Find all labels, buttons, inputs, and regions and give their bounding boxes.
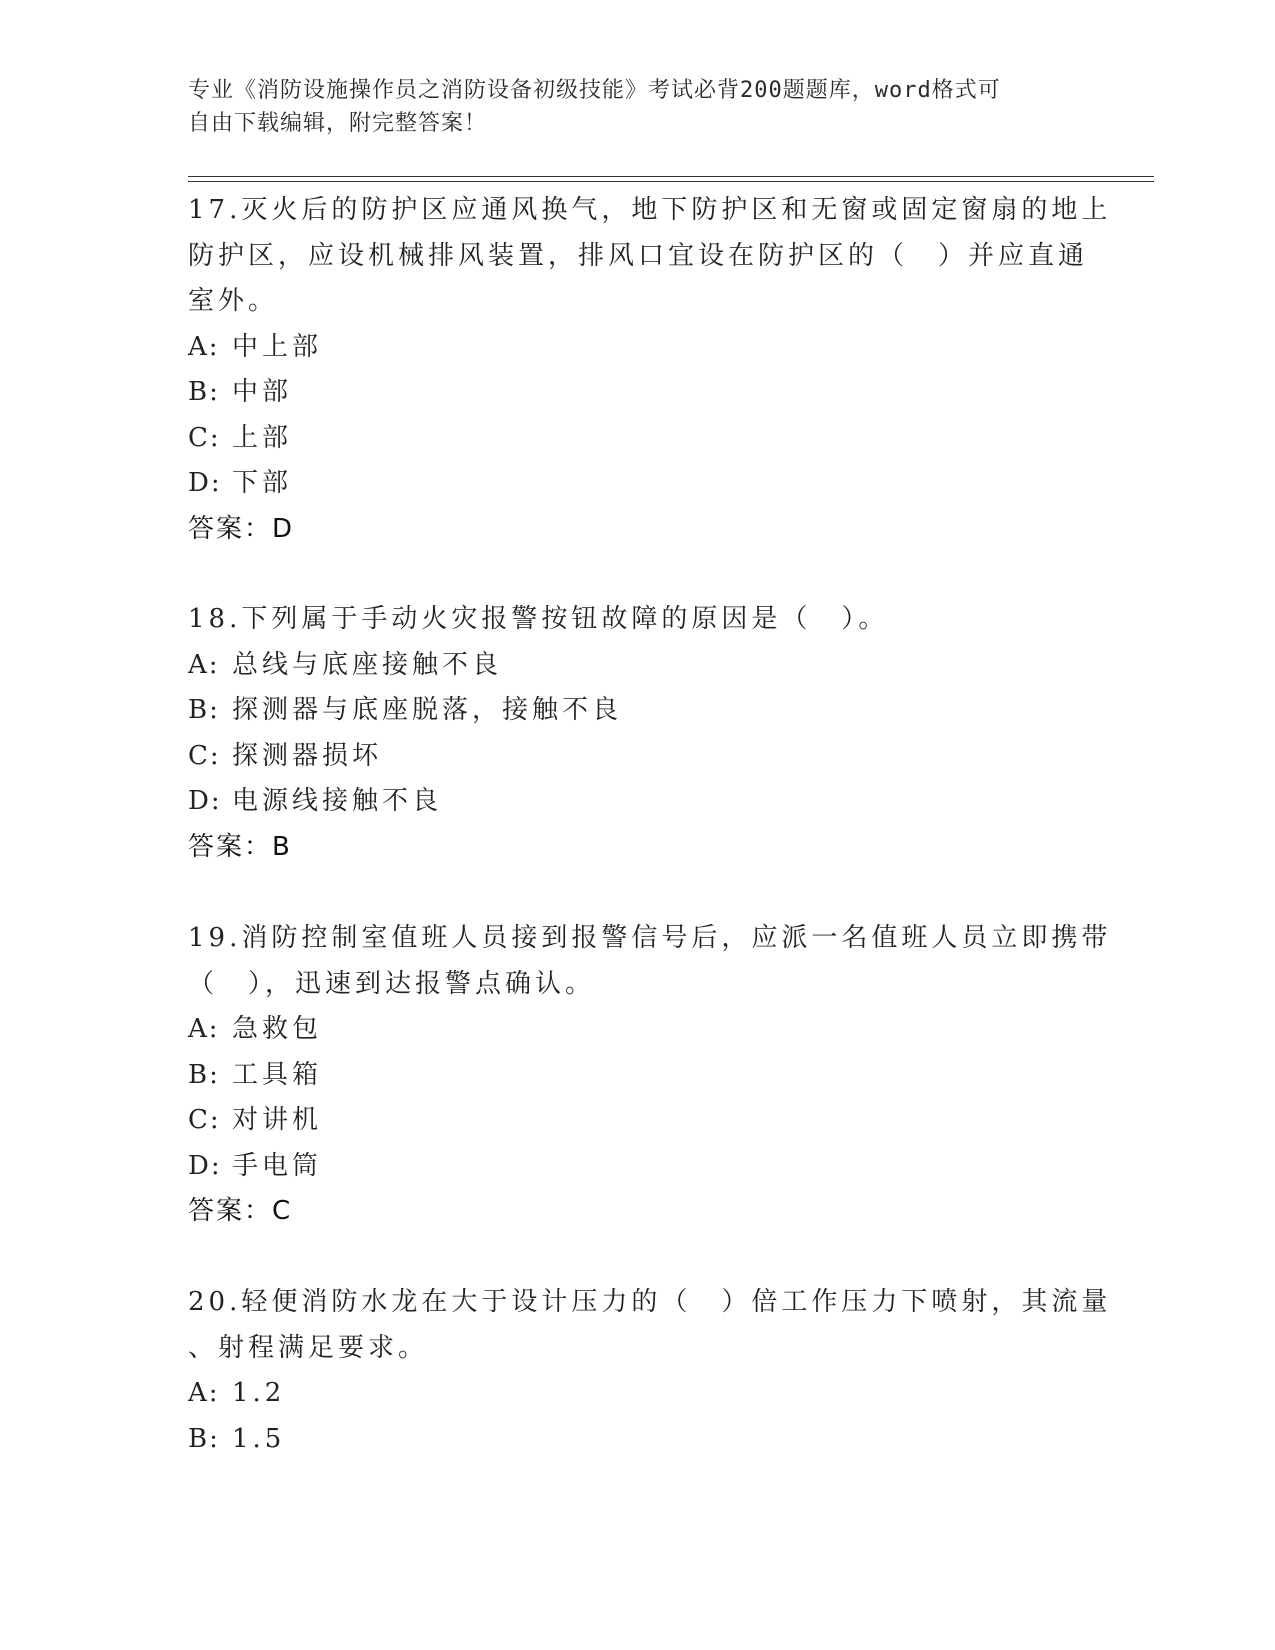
option-c [188, 734, 1088, 780]
option-a [188, 1007, 1088, 1053]
question-line: 室外。 [188, 286, 279, 316]
question-20 [188, 1280, 1112, 1462]
option-text: 电源线接触不良 [232, 786, 443, 816]
option-key: D: [188, 468, 222, 498]
option-key: D: [188, 786, 222, 816]
question-line: （ ），迅速到达报警点确认。 [188, 968, 596, 999]
option-text: 工具箱 [232, 1059, 323, 1090]
document-header [188, 74, 1088, 140]
option-text: 1.5 [232, 1423, 286, 1454]
option-text: 中部 [232, 377, 293, 407]
question-text [188, 916, 1112, 1007]
option-a [188, 1371, 1088, 1417]
option-key: C: [188, 740, 221, 771]
option-text: 下部 [232, 468, 293, 498]
option-b [188, 1053, 1088, 1099]
option-key: B: [188, 377, 220, 407]
question-line: 19.消防控制室值班人员接到报警信号后，应派一名值班人员立即携带 [188, 923, 1112, 953]
option-key: C: [188, 1105, 221, 1135]
question-19 [188, 916, 1112, 1235]
header-line-1: 专业《消防设施操作员之消防设备初级技能》考试必背200题题库，word格式可 [188, 78, 1001, 103]
answer-label: 答案：C [188, 1196, 293, 1226]
header-line-2: 自由下载编辑，附完整答案！ [188, 111, 488, 136]
question-line: 18.下列属于手动火灾报警按钮故障的原因是（ ）。 [188, 604, 889, 634]
option-b [188, 1417, 1088, 1463]
question-line: 、射程满足要求。 [188, 1332, 429, 1363]
answer-label: 答案：D [188, 513, 295, 544]
question-text [188, 188, 1112, 325]
option-key: B: [188, 695, 220, 725]
answer-label: 答案：B [188, 831, 292, 862]
option-c [188, 1098, 1088, 1144]
option-key: B: [188, 1059, 220, 1090]
option-key: A: [188, 1014, 220, 1044]
question-line: 17.灭火后的防护区应通风换气，地下防护区和无窗或固定窗扇的地上 [188, 195, 1112, 225]
option-key: C: [188, 422, 221, 453]
option-key: D: [188, 1150, 222, 1181]
header-divider-top [188, 176, 1154, 177]
option-key: A: [188, 331, 220, 362]
question-line: 防护区，应设机械排风装置，排风口宜设在防护区的（ ）并应直通 [188, 240, 1089, 271]
question-line: 20.轻便消防水龙在大于设计压力的（ ）倍工作压力下喷射，其流量 [188, 1287, 1112, 1317]
option-b [188, 370, 1088, 416]
option-text: 中上部 [232, 331, 323, 362]
option-key: B: [188, 1423, 220, 1454]
option-d [188, 779, 1088, 825]
header-divider-bottom [188, 181, 1154, 182]
option-text: 总线与底座接触不良 [232, 649, 503, 680]
option-key: A: [188, 1378, 220, 1408]
option-key: A: [188, 649, 220, 680]
option-text: 对讲机 [232, 1105, 323, 1135]
option-a [188, 325, 1088, 371]
option-text: 1.2 [232, 1378, 286, 1408]
question-17 [188, 188, 1112, 552]
question-text [188, 1280, 1112, 1371]
option-text: 手电筒 [232, 1150, 323, 1181]
question-18 [188, 597, 1088, 870]
option-a [188, 643, 1088, 689]
option-text: 探测器与底座脱落，接触不良 [232, 695, 623, 725]
option-b [188, 688, 1088, 734]
option-text: 探测器损坏 [232, 740, 383, 771]
option-text: 急救包 [232, 1014, 323, 1044]
question-text [188, 597, 1088, 643]
option-c [188, 416, 1088, 462]
option-d [188, 461, 1088, 507]
option-text: 上部 [232, 422, 293, 453]
option-d [188, 1144, 1088, 1190]
